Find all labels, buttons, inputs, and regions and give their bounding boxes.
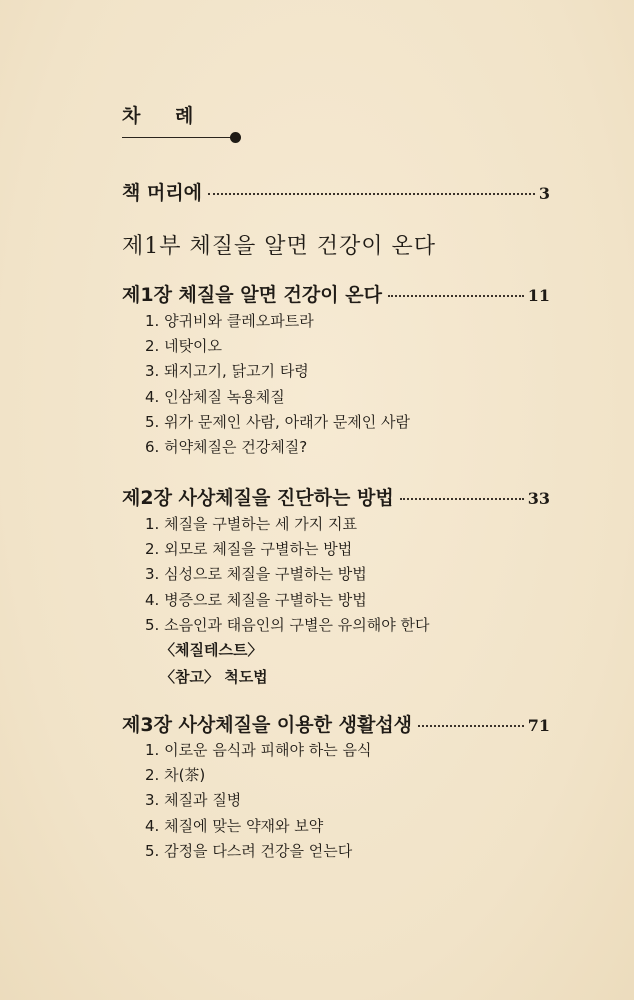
- chapter-title: 제1장 체질을 알면 건강이 온다: [122, 284, 382, 306]
- list-item[interactable]: 4. 체질에 맞는 약재와 보약: [145, 816, 324, 835]
- list-item[interactable]: 3. 돼지고기, 닭고기 타령: [145, 362, 309, 381]
- list-item[interactable]: 3. 체질과 질병: [145, 791, 242, 810]
- list-item[interactable]: 4. 인삼체질 녹용체질: [145, 387, 285, 406]
- list-item[interactable]: 4. 병증으로 체질을 구별하는 방법: [145, 590, 367, 609]
- list-item[interactable]: 2. 네탓이오: [145, 337, 223, 356]
- toc-entry-preface[interactable]: [122, 178, 550, 205]
- list-item[interactable]: 5. 위가 문제인 사람, 아래가 문제인 사람: [145, 412, 411, 431]
- list-item[interactable]: 1. 체질을 구별하는 세 가지 지표: [145, 515, 358, 533]
- chapter-page-number: 71: [527, 716, 550, 735]
- list-item[interactable]: 6. 허약체질은 건강체질?: [145, 437, 308, 456]
- part-title: 제1부 체질을 알면 건강이 온다: [122, 234, 436, 259]
- list-item[interactable]: 5. 감정을 다스려 건강을 얻는다: [145, 841, 353, 860]
- toc-title: 차 례: [122, 105, 208, 127]
- list-item[interactable]: 2. 외모로 체질을 구별하는 방법: [145, 540, 353, 559]
- toc-entry-chapter-1[interactable]: [122, 280, 550, 307]
- list-item[interactable]: 2. 차(茶): [145, 766, 206, 785]
- preface-page-number: 3: [538, 184, 550, 203]
- preface-label: 책 머리에: [122, 182, 203, 204]
- chapter-1-items: [145, 309, 410, 460]
- chapter-page-number: 33: [527, 489, 550, 508]
- title-bullet-dot: [230, 132, 241, 143]
- list-item[interactable]: 5. 소음인과 태음인의 구별은 유의해야 한다: [145, 615, 430, 634]
- dot-leader: [418, 725, 524, 727]
- sub-list-item[interactable]: 〈체질테스트〉: [160, 641, 263, 659]
- sub-list-item[interactable]: 〈참고〉 척도법: [160, 668, 268, 686]
- list-item[interactable]: 1. 이로운 음식과 피해야 하는 음식: [145, 741, 372, 759]
- list-item[interactable]: 1. 양귀비와 클레오파트라: [145, 312, 314, 330]
- dot-leader: [400, 498, 524, 500]
- dot-leader: [388, 295, 524, 297]
- chapter-2-subitems: [160, 637, 268, 691]
- chapter-2-items: [145, 512, 429, 638]
- toc-entry-chapter-3[interactable]: [122, 710, 550, 737]
- chapter-title: 제2장 사상체질을 진단하는 방법: [122, 487, 394, 509]
- list-item[interactable]: 3. 심성으로 체질을 구별하는 방법: [145, 565, 367, 584]
- chapter-page-number: 11: [527, 286, 550, 305]
- chapter-title: 제3장 사상체질을 이용한 생활섭생: [122, 714, 413, 736]
- toc-entry-chapter-2[interactable]: [122, 483, 550, 510]
- dot-leader: [208, 193, 535, 195]
- title-underline: [122, 137, 234, 138]
- chapter-3-items: [145, 738, 372, 864]
